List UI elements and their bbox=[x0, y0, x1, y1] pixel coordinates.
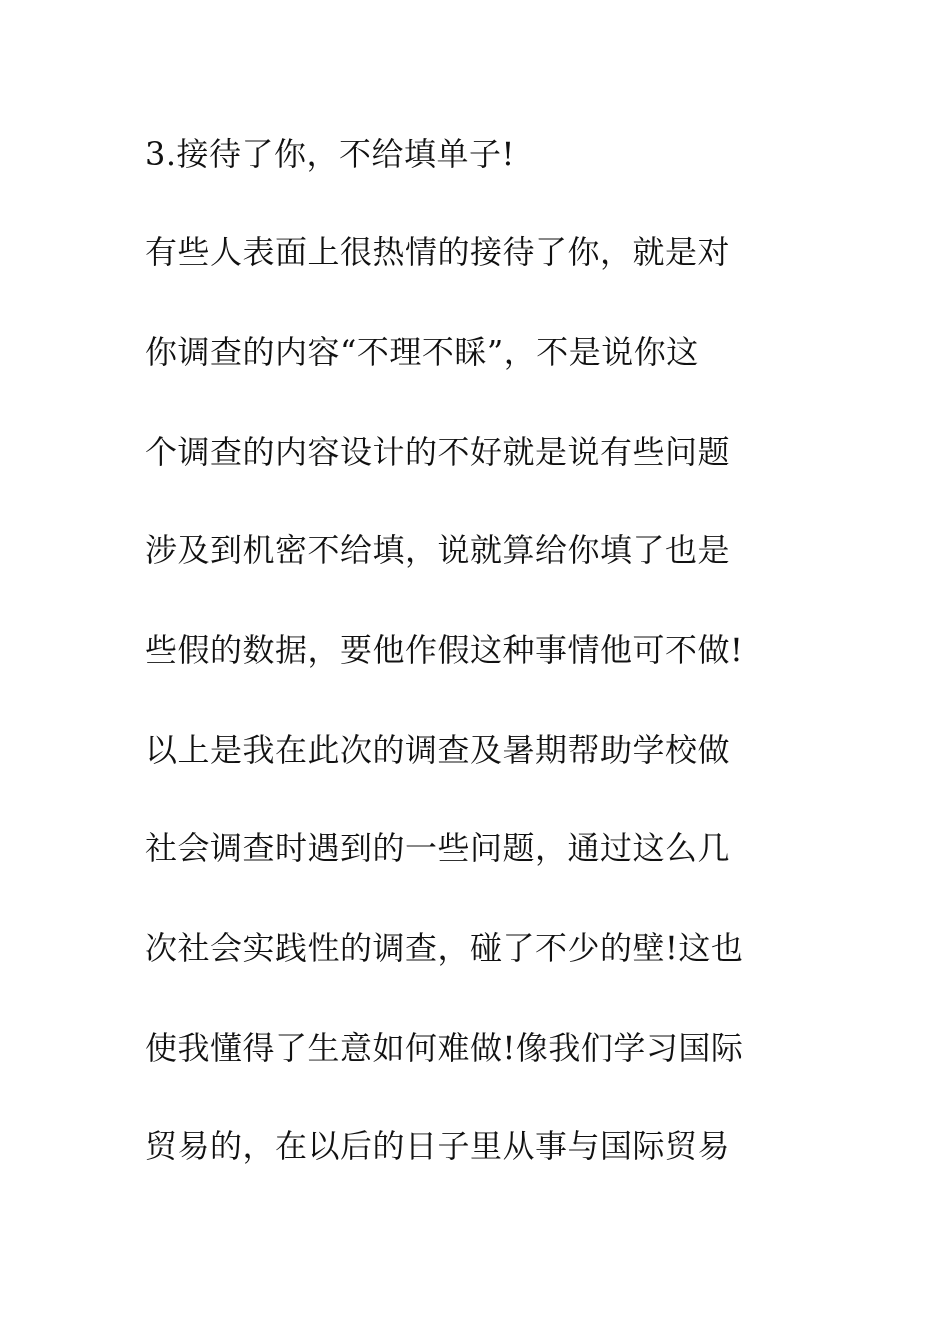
text-line: 贸易的，在以后的日子里从事与国际贸易 bbox=[145, 1127, 731, 1165]
heading-line: 3.接待了你，不给填单子! bbox=[145, 135, 515, 173]
text-line: 个调查的内容设计的不好就是说有些问题 bbox=[145, 433, 731, 471]
text-line: 以上是我在此次的调查及暑期帮助学校做 bbox=[145, 731, 731, 769]
text-line: 有些人表面上很热情的接待了你，就是对 bbox=[145, 233, 731, 271]
text-line: 涉及到机密不给填，说就算给你填了也是 bbox=[145, 531, 731, 569]
text-line: 使我懂得了生意如何难做!像我们学习国际 bbox=[145, 1029, 744, 1067]
text-line: 次社会实践性的调查，碰了不少的壁!这也 bbox=[145, 929, 744, 967]
text-line: 些假的数据，要他作假这种事情他可不做! bbox=[145, 631, 744, 669]
text-line: 社会调查时遇到的一些问题，通过这么几 bbox=[145, 829, 731, 867]
text-line: 你调查的内容“不理不睬”，不是说你这 bbox=[145, 333, 699, 371]
